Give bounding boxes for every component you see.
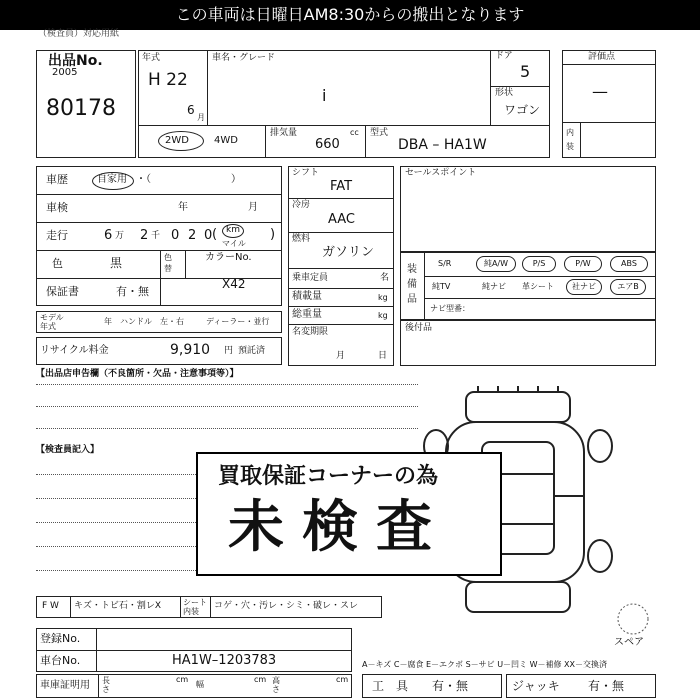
changed-label: 名変期限 — [292, 327, 329, 337]
year-era-value: H 22 — [148, 70, 188, 90]
spare-label: スペア — [614, 637, 644, 648]
garage-width-cm: cm — [254, 675, 267, 684]
garage-length-cm: cm — [176, 675, 189, 684]
equip-leather: 革シート — [522, 282, 554, 291]
equip-airbag: エアB — [610, 279, 646, 295]
score-label: 評価点 — [588, 52, 616, 62]
top-partial-text: （検査員）対応用紙 — [38, 29, 120, 39]
ac-value: AAC — [328, 212, 355, 227]
capacity-label: 乗車定員 — [292, 273, 329, 283]
drive-2wd: 2WD — [165, 135, 189, 146]
shift-value: FAT — [330, 179, 353, 194]
inspection-year-unit: 年 — [178, 202, 188, 213]
mileage-u2: 千 — [151, 231, 161, 241]
jack-label: ジャッキ — [512, 679, 560, 693]
inspector-notes-label: 【検査員記入】 — [36, 445, 100, 455]
mileage-mile: マイル — [222, 239, 246, 248]
year-month-unit: 月 — [197, 113, 205, 122]
doors-value: 5 — [520, 62, 531, 81]
displacement-label: 排気量 — [270, 128, 298, 138]
doors-label: ドア — [495, 51, 513, 61]
mileage-label: 走行 — [46, 229, 68, 242]
equip-tv: 純TV — [432, 282, 451, 291]
model-year-unit: 年 — [104, 317, 112, 326]
recycle-note: 預託済 — [238, 346, 266, 356]
changed-day-unit: 日 — [378, 351, 388, 361]
fw-label: F W — [42, 601, 59, 611]
after-install-label: 後付品 — [405, 323, 433, 333]
equipment-label: 装備品 — [407, 264, 417, 305]
equip-abs: ABS — [610, 256, 648, 272]
fuel-value: ガソリン — [322, 245, 375, 260]
garage-width: 幅 — [196, 680, 204, 689]
color-change: 色替 — [164, 253, 172, 273]
score-box — [562, 50, 656, 158]
damage-legend: A－キズ C－腐食 E－エクボ S－サビ U－凹ミ W－補修 XX－交換済 — [362, 660, 608, 669]
lot-label: 出品No. — [48, 53, 103, 69]
changed-month-unit: 月 — [336, 351, 346, 361]
registration-label: 登録No. — [40, 632, 81, 645]
equip-pw: P/W — [564, 256, 602, 272]
interior-label: 内装 — [566, 128, 574, 151]
chassis-value: HA1W–1203783 — [172, 653, 277, 668]
jack-value: 有・無 — [588, 679, 625, 693]
mileage-d1: 6 — [104, 228, 113, 243]
inspection-label: 車検 — [46, 201, 68, 214]
mileage-d5: 0 — [204, 228, 213, 243]
mileage-d4: 2 — [188, 228, 197, 243]
warranty-value: 有・無 — [116, 285, 149, 298]
equip-navi-label: ナビ型番： — [430, 304, 470, 313]
model-year-label: モデル年式 — [40, 313, 64, 331]
mileage-paren-close: ) — [270, 227, 276, 242]
garage-height: 高さ — [272, 676, 280, 694]
mileage-u1: 万 — [115, 231, 125, 241]
model-value: DBA – HA1W — [398, 137, 487, 153]
garage-height-cm: cm — [336, 675, 349, 684]
after-install-box — [400, 320, 656, 366]
recycle-unit: 円 — [224, 346, 234, 356]
color-label: 色 — [52, 257, 63, 270]
shape-label: 形状 — [495, 88, 514, 98]
tools-value: 有・無 — [432, 679, 469, 693]
lot-small-number: 2005 — [52, 67, 78, 78]
lot-number: 80178 — [46, 96, 116, 121]
stamp-line1: 買取保証コーナーの為 — [218, 464, 439, 489]
recycle-label: リサイクル料金 — [40, 345, 109, 356]
stamp-line2: 未検査 — [228, 495, 450, 560]
displacement-unit: cc — [350, 128, 359, 137]
equip-ps: P/S — [522, 256, 556, 272]
shape-value: ワゴン — [504, 103, 541, 117]
displacement-value: 660 — [315, 137, 340, 152]
equip-sr: S/R — [438, 259, 452, 268]
mileage-km: km — [226, 225, 240, 235]
seller-notes-label: 【出品店申告欄（不良箇所・欠品・注意事項等）】 — [36, 369, 239, 379]
history-value: 自家用 — [97, 174, 127, 185]
fw-seat: シート内装 — [183, 598, 207, 616]
recycle-value: 9,910 — [170, 342, 211, 358]
warranty-label: 保証書 — [46, 285, 79, 298]
color-code-value: X42 — [222, 277, 246, 291]
car-value: i — [322, 86, 327, 105]
year-month-value: 6 — [187, 103, 195, 117]
mileage-d2: 2 — [140, 228, 149, 243]
fw-seat-items: コゲ・穴・汚レ・シミ・破レ・スレ — [214, 601, 359, 611]
capacity-unit: 名 — [380, 273, 390, 283]
garage-length: 長さ — [102, 676, 110, 694]
drive-4wd: 4WD — [214, 135, 238, 146]
garage-label: 車庫証明用 — [40, 680, 90, 691]
car-label: 車名・グレード — [212, 53, 276, 63]
history-label: 車歴 — [46, 173, 68, 186]
gross-unit: kg — [378, 311, 388, 320]
fw-items: キズ・トビ石・割レX — [74, 601, 161, 611]
model-label: 型式 — [370, 128, 389, 138]
year-label: 年式 — [142, 53, 161, 63]
load-label: 積載量 — [292, 291, 322, 302]
shift-label: シフト — [292, 168, 320, 178]
mileage-paren: ( — [212, 227, 218, 242]
model-year-dealer: ディーラー・並行 — [206, 317, 270, 326]
tools-label: 工 具 — [372, 679, 409, 693]
equip-navi: 純ナビ — [482, 282, 506, 291]
top-banner — [0, 0, 700, 30]
load-unit: kg — [378, 293, 388, 302]
gross-label: 総重量 — [292, 309, 322, 320]
fuel-label: 燃料 — [292, 234, 311, 244]
history-rest: ・（ ） — [136, 174, 241, 185]
equip-aftnavi: 社ナビ — [566, 279, 602, 295]
sales-point-label: セールスポイント — [405, 168, 477, 178]
ac-label: 冷房 — [292, 200, 311, 210]
chassis-label: 車台No. — [40, 654, 81, 667]
mileage-d3: 0 — [171, 228, 180, 243]
banner-text: この車両は日曜日AM8:30からの搬出となります — [175, 5, 525, 24]
color-value: 黒 — [110, 256, 123, 270]
score-value: — — [592, 82, 608, 101]
equip-awheel: 純A/W — [476, 256, 516, 272]
model-year-handle: ハンドル 左・右 — [120, 317, 184, 326]
spare-tire-icon — [616, 602, 650, 636]
inspection-month-unit: 月 — [248, 202, 258, 213]
sales-point-box — [400, 166, 656, 252]
color-code-label: カラーNo. — [205, 252, 252, 263]
